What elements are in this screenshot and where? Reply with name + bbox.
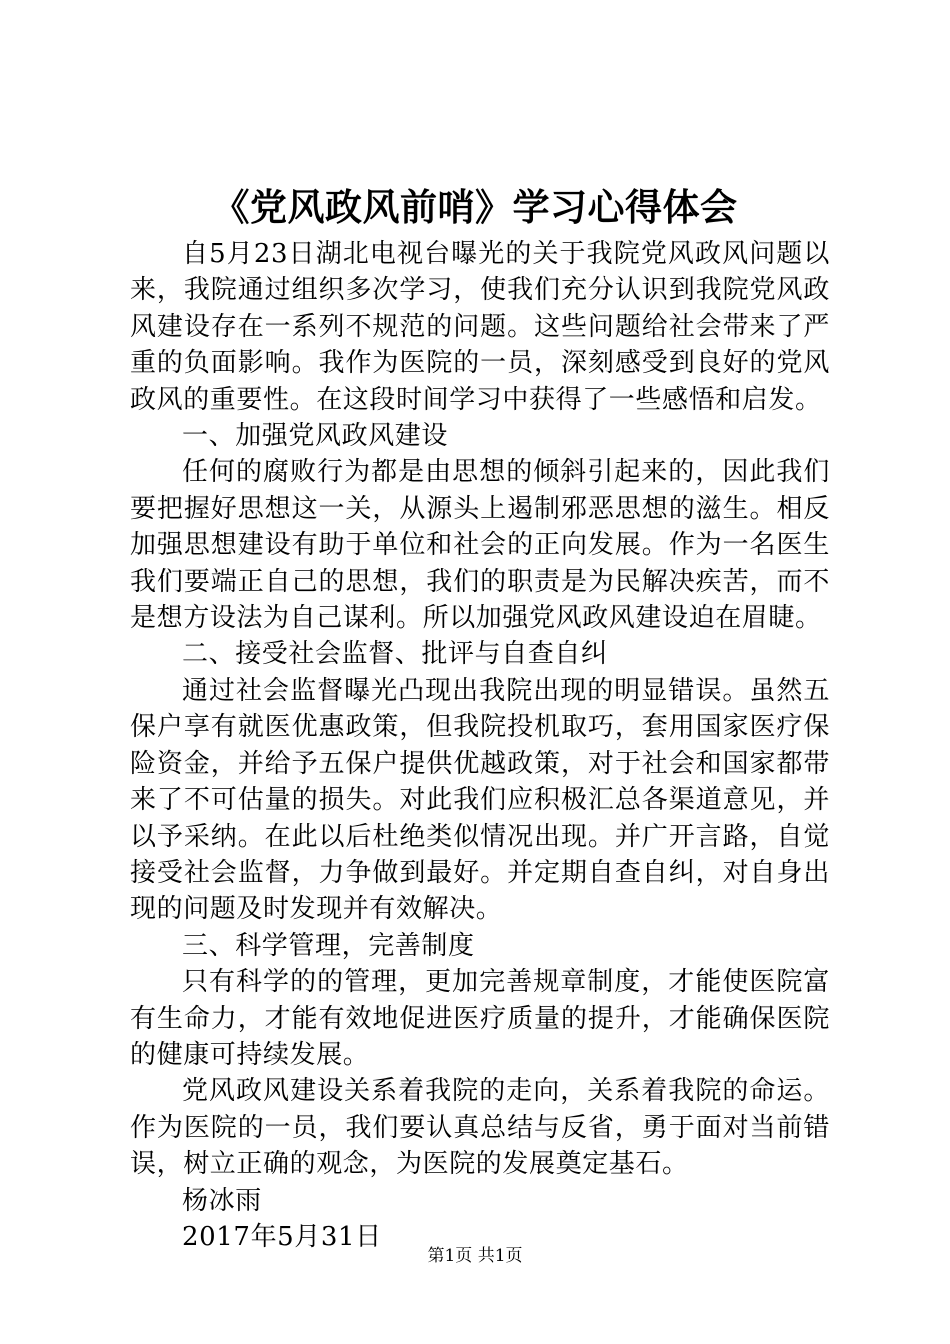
intro-paragraph: 自5月23日湖北电视台曝光的关于我院党风政风问题以来，我院通过组织多次学习，使我们充分认识到我院党风政风建设存在一系列不规范的问题。这些问题给社会带来了严重的负面影响。我作为医院的一员，深刻感受到良好的党风政风的重要性。在这段时间学习中获得了一些感悟和启发。 bbox=[130, 239, 830, 415]
section-paragraph-1: 任何的腐败行为都是由思想的倾斜引起来的，因此我们要把握好思想这一关，从源头上遏制邪恶思想的滋生。相反加强思想建设有助于单位和社会的正向发展。作为一名医生我们要端正自己的思想，我们的职责是为民解决疾苦，而不是想方设法为自己谋利。所以加强党风政风建设迫在眉睫。 bbox=[130, 457, 830, 634]
section-heading-2: 二、接受社会监督、批评与自查自纠 bbox=[182, 639, 608, 670]
section-paragraph-2: 通过社会监督曝光凸现出我院出现的明显错误。虽然五保户享有就医优惠政策，但我院投机取巧，套用国家医疗保险资金，并给予五保户提供优越政策，对于社会和国家都带来了不可估量的损失。对此我们应积极汇总各渠道意见，并以予采纳。在此以后杜绝类似情况出现。并广开言路，自觉接受社会监督，力争做到最好。并定期自查自纠，对自身出现的问题及时发现并有效解决。 bbox=[130, 675, 830, 925]
section-heading-1: 一、加强党风政风建设 bbox=[182, 421, 449, 452]
section-paragraph-3: 只有科学的的管理，更加完善规章制度，才能使医院富有生命力，才能有效地促进医疗质量的提升，才能确保医院的健康可持续发展。 bbox=[130, 967, 830, 1070]
author-name: 杨冰雨 bbox=[182, 1185, 262, 1216]
conclusion-paragraph: 党风政风建设关系着我院的走向，关系着我院的命运。作为医院的一员，我们要认真总结与反省，勇于面对当前错误，树立正确的观念，为医院的发展奠定基石。 bbox=[130, 1076, 830, 1180]
section-heading-3: 三、科学管理，完善制度 bbox=[182, 930, 475, 961]
document-date: 2017年5月31日 bbox=[182, 1221, 382, 1252]
document-body bbox=[130, 236, 830, 1255]
page-number-footer: 第1页 共1页 bbox=[427, 1246, 523, 1266]
document-title: 《党风政风前哨》学习心得体会 bbox=[212, 185, 738, 229]
